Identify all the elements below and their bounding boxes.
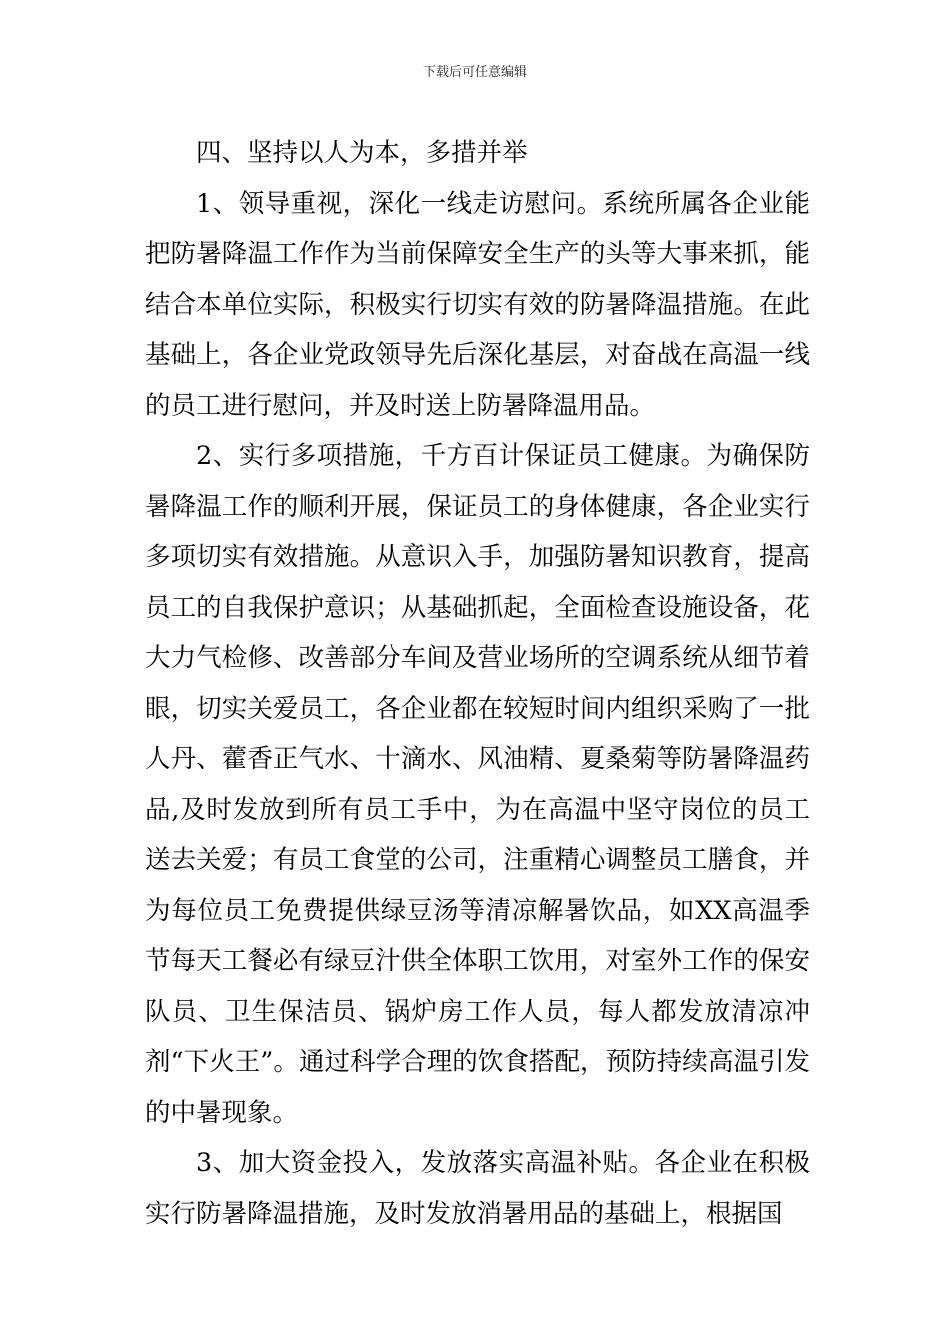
section-heading: 四、坚持以人为本，多措并举 bbox=[196, 138, 528, 168]
paragraph-measures: 2、实行多项措施，千方百计保证员工健康。为确保防暑降温工作的顺利开展，保证员工的身体健康，各企业实行多项切实有效措施。从意识入手，加强防暑知识教育，提高员工的自我保护意识；从基础抓起，全面检查设施设备，花大力气检修、改善部分车间及营业场所的空调系统从细节着眼，切实关爱员工，各企业都在较短时间内组织采购了一批人丹、藿香正气水、十滴水、风油精、夏桑菊等防暑降温药品,及时发放到所有员工手中，为在高温中坚守岗位的员工送去关爱；有员工食堂的公司，注重精心调整员工膳食，并为每位员工免费提供绿豆汤等清凉解暑饮品，如XX高温季节每天工餐必有绿豆汁供全体职工饮用，对室外工作的保安队员、卫生保洁员、锅炉房工作人员，每人都发放清凉冲剂“下火王”。通过科学合理的饮食搭配，预防持续高温引发的中暑现象。 bbox=[145, 441, 810, 1128]
paragraph-leadership: 1、领导重视，深化一线走访慰问。系统所属各企业能把防暑降温工作作为当前保障安全生产的头等大事来抓，能结合本单位实际，积极实行切实有效的防暑降温措施。在此基础上，各企业党政领导先后深化基层，对奋战在高温一线的员工进行慰问，并及时送上防暑降温用品。 bbox=[145, 188, 810, 421]
page-header-note: 下载后可任意编辑 bbox=[422, 65, 527, 80]
paragraph-subsidy: 3、加大资金投入，发放落实高温补贴。各企业在积极实行防暑降温措施，及时发放消暑用品的基础上，根据国 bbox=[145, 1148, 810, 1229]
document-body bbox=[145, 128, 810, 1239]
